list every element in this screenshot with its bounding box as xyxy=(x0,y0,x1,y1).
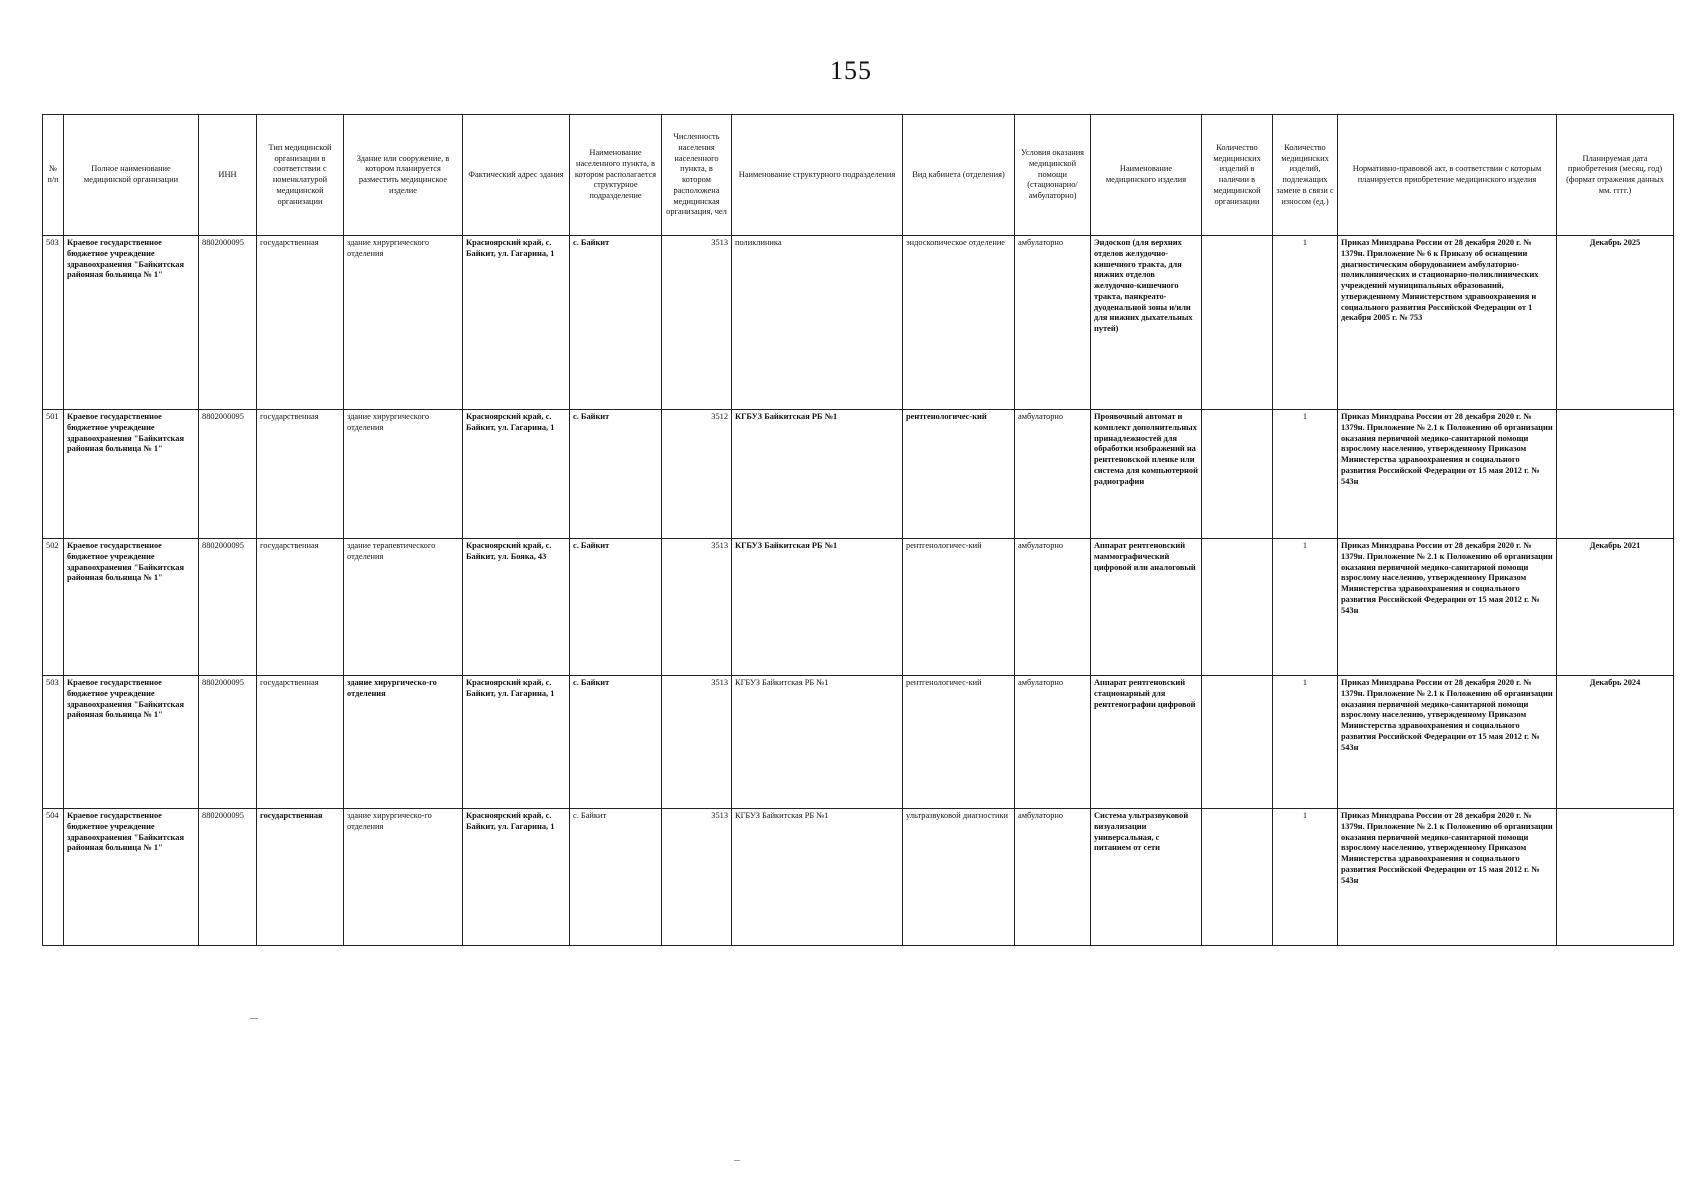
cell-unit: КГБУЗ Байкитская РБ №1 xyxy=(732,410,903,539)
header-locality: Наименование населенного пункта, в котором располагается структурное подразделение xyxy=(570,115,662,236)
cell-building: здание хирургического отделения xyxy=(344,236,463,410)
cell-locality: с. Байкит xyxy=(570,236,662,410)
cell-locality: с. Байкит xyxy=(570,809,662,946)
cell-qty-available xyxy=(1202,539,1273,676)
cell-cabinet: ультразвуковой диагностики xyxy=(903,809,1015,946)
equipment-registry-table xyxy=(42,114,1674,946)
header-qty-replace: Количество медицинских изделий, подлежащих замене в связи с износом (ед.) xyxy=(1273,115,1338,236)
cell-qty-replace: 1 xyxy=(1273,410,1338,539)
cell-date xyxy=(1557,809,1674,946)
header-building: Здание или сооружение, в котором планируется разместить медицинское изделие xyxy=(344,115,463,236)
cell-no: 504 xyxy=(43,809,64,946)
cell-address: Красноярский край, с. Байкит, ул. Гагарина, 1 xyxy=(463,809,570,946)
cell-population: 3513 xyxy=(662,236,732,410)
header-unit: Наименование структурного подразделения xyxy=(732,115,903,236)
cell-unit: поликлиника xyxy=(732,236,903,410)
table-header-row xyxy=(43,115,1674,236)
cell-conditions: амбулаторно xyxy=(1015,410,1091,539)
cell-type: государственная xyxy=(257,809,344,946)
page-number: 155 xyxy=(830,56,872,85)
header-type: Тип медицинской организации в соответствии с номенклатурой медицинской организации xyxy=(257,115,344,236)
cell-no: 503 xyxy=(43,676,64,809)
cell-conditions: амбулаторно xyxy=(1015,236,1091,410)
cell-org: Краевое государственное бюджетное учреждение здравоохранения "Байкитская районная больница № 1" xyxy=(64,539,199,676)
table-row xyxy=(43,236,1674,410)
cell-no: 502 xyxy=(43,539,64,676)
table-row xyxy=(43,809,1674,946)
cell-inn: 8802000095 xyxy=(199,236,257,410)
cell-conditions: амбулаторно xyxy=(1015,676,1091,809)
cell-org: Краевое государственное бюджетное учреждение здравоохранения "Байкитская районная больница № 1" xyxy=(64,676,199,809)
cell-inn: 8802000095 xyxy=(199,809,257,946)
cell-locality: с. Байкит xyxy=(570,539,662,676)
table-row xyxy=(43,676,1674,809)
scan-artifact xyxy=(734,1160,740,1161)
cell-date: Декабрь 2021 xyxy=(1557,539,1674,676)
header-cabinet: Вид кабинета (отделения) xyxy=(903,115,1015,236)
cell-cabinet: рентгенологичес-кий xyxy=(903,676,1015,809)
cell-qty-replace: 1 xyxy=(1273,676,1338,809)
header-address: Фактический адрес здания xyxy=(463,115,570,236)
cell-device: Система ультразвуковой визуализации универсальная, с питанием от сети xyxy=(1091,809,1202,946)
cell-locality: с. Байкит xyxy=(570,410,662,539)
cell-org: Краевое государственное бюджетное учреждение здравоохранения "Байкитская районная больница № 1" xyxy=(64,236,199,410)
cell-building: здание хирургическо-го отделения xyxy=(344,809,463,946)
cell-type: государственная xyxy=(257,410,344,539)
header-org: Полное наименование медицинской организации xyxy=(64,115,199,236)
cell-org: Краевое государственное бюджетное учреждение здравоохранения "Байкитская районная больница № 1" xyxy=(64,410,199,539)
table-row xyxy=(43,410,1674,539)
cell-no: 503 xyxy=(43,236,64,410)
header-conditions: Условия оказания медицинской помощи (стационарно/ амбулаторно) xyxy=(1015,115,1091,236)
cell-legal-act: Приказ Минздрава России от 28 декабря 2020 г. № 1379н. Приложение № 6 к Приказу об оснащении диагностическим оборудованием амбулаторно-поликлинических и стационарно-поликлинических учреждений муниципальных образований, утвержденному Министерством здравоохранения и социального развития Российской Федерации от 1 декабря 2005 г. № 753 xyxy=(1338,236,1557,410)
header-no: № п/п xyxy=(43,115,64,236)
cell-population: 3512 xyxy=(662,410,732,539)
cell-legal-act: Приказ Минздрава России от 28 декабря 2020 г. № 1379н. Приложение № 2.1 к Положению об организации оказания первичной медико-санитарной помощи взрослому населению, утвержденному Приказом Министерства здравоохранения и социального развития Российской Федерации от 15 мая 2012 г. № 543н xyxy=(1338,539,1557,676)
cell-type: государственная xyxy=(257,539,344,676)
cell-date: Декабрь 2024 xyxy=(1557,676,1674,809)
cell-qty-available xyxy=(1202,236,1273,410)
header-population: Численность населения населенного пункта, в котором расположена медицинская организация, чел xyxy=(662,115,732,236)
cell-conditions: амбулаторно xyxy=(1015,809,1091,946)
cell-no: 501 xyxy=(43,410,64,539)
cell-qty-replace: 1 xyxy=(1273,809,1338,946)
cell-locality: с. Байкит xyxy=(570,676,662,809)
header-inn: ИНН xyxy=(199,115,257,236)
table-row xyxy=(43,539,1674,676)
cell-device: Аппарат рентгеновский маммографический цифровой или аналоговый xyxy=(1091,539,1202,676)
cell-legal-act: Приказ Минздрава России от 28 декабря 2020 г. № 1379н. Приложение № 2.1 к Положению об организации оказания первичной медико-санитарной помощи взрослому населению, утвержденному Приказом Министерства здравоохранения и социального развития Российской Федерации от 15 мая 2012 г. № 543н xyxy=(1338,410,1557,539)
header-qty-available: Количество медицинских изделий в наличии в медицинской организации xyxy=(1202,115,1273,236)
cell-address: Красноярский край, с. Байкит, ул. Гагарина, 1 xyxy=(463,410,570,539)
cell-org: Краевое государственное бюджетное учреждение здравоохранения "Байкитская районная больница № 1" xyxy=(64,809,199,946)
scan-artifact xyxy=(250,1018,258,1019)
cell-cabinet: рентгенологичес-кий xyxy=(903,539,1015,676)
cell-cabinet: рентгенологичес-кий xyxy=(903,410,1015,539)
cell-population: 3513 xyxy=(662,539,732,676)
header-device: Наименование медицинского изделия xyxy=(1091,115,1202,236)
cell-qty-available xyxy=(1202,410,1273,539)
cell-building: здание хирургическо-го отделения xyxy=(344,676,463,809)
cell-qty-available xyxy=(1202,809,1273,946)
cell-device: Проявочный автомат и комплект дополнительных принадлежностей для обработки изображений на рентгеновской пленке или система для компьютерной радиографии xyxy=(1091,410,1202,539)
cell-population: 3513 xyxy=(662,676,732,809)
cell-address: Красноярский край, с. Байкит, ул. Бояка, 43 xyxy=(463,539,570,676)
cell-building: здание хирургического отделения xyxy=(344,410,463,539)
cell-building: здание терапевтического отделения xyxy=(344,539,463,676)
header-date: Планируемая дата приобретения (месяц, год) (формат отражения данных мм. гггг.) xyxy=(1557,115,1674,236)
cell-population: 3513 xyxy=(662,809,732,946)
cell-date: Декабрь 2025 xyxy=(1557,236,1674,410)
cell-unit: КГБУЗ Байкитская РБ №1 xyxy=(732,676,903,809)
cell-cabinet: эндоскопическое отделение xyxy=(903,236,1015,410)
header-legal-act: Нормативно-правовой акт, в соответствии с которым планируется приобретение медицинского изделия xyxy=(1338,115,1557,236)
cell-type: государственная xyxy=(257,676,344,809)
cell-qty-replace: 1 xyxy=(1273,539,1338,676)
cell-inn: 8802000095 xyxy=(199,539,257,676)
cell-qty-available xyxy=(1202,676,1273,809)
cell-conditions: амбулаторно xyxy=(1015,539,1091,676)
cell-inn: 8802000095 xyxy=(199,410,257,539)
cell-device: Аппарат рентгеновский стационарный для рентгенографии цифровой xyxy=(1091,676,1202,809)
cell-unit: КГБУЗ Байкитская РБ №1 xyxy=(732,539,903,676)
cell-legal-act: Приказ Минздрава России от 28 декабря 2020 г. № 1379н. Приложение № 2.1 к Положению об организации оказания первичной медико-санитарной помощи взрослому населению, утвержденному Приказом Министерства здравоохранения и социального развития Российской Федерации от 15 мая 2012 г. № 543н xyxy=(1338,809,1557,946)
cell-unit: КГБУЗ Байкитская РБ №1 xyxy=(732,809,903,946)
cell-inn: 8802000095 xyxy=(199,676,257,809)
cell-qty-replace: 1 xyxy=(1273,236,1338,410)
cell-legal-act: Приказ Минздрава России от 28 декабря 2020 г. № 1379н. Приложение № 2.1 к Положению об организации оказания первичной медико-санитарной помощи взрослому населению, утвержденному Приказом Министерства здравоохранения и социального развития Российской Федерации от 15 мая 2012 г. № 543н xyxy=(1338,676,1557,809)
cell-address: Красноярский край, с. Байкит, ул. Гагарина, 1 xyxy=(463,676,570,809)
cell-device: Эндоскоп (для верхних отделов желудочно-кишечного тракта, для нижних отделов желудочно-кишечного тракта, панкреато-дуоденальной зоны и/или для нижних дыхательных путей) xyxy=(1091,236,1202,410)
cell-date xyxy=(1557,410,1674,539)
cell-type: государственная xyxy=(257,236,344,410)
cell-address: Красноярский край, с. Байкит, ул. Гагарина, 1 xyxy=(463,236,570,410)
